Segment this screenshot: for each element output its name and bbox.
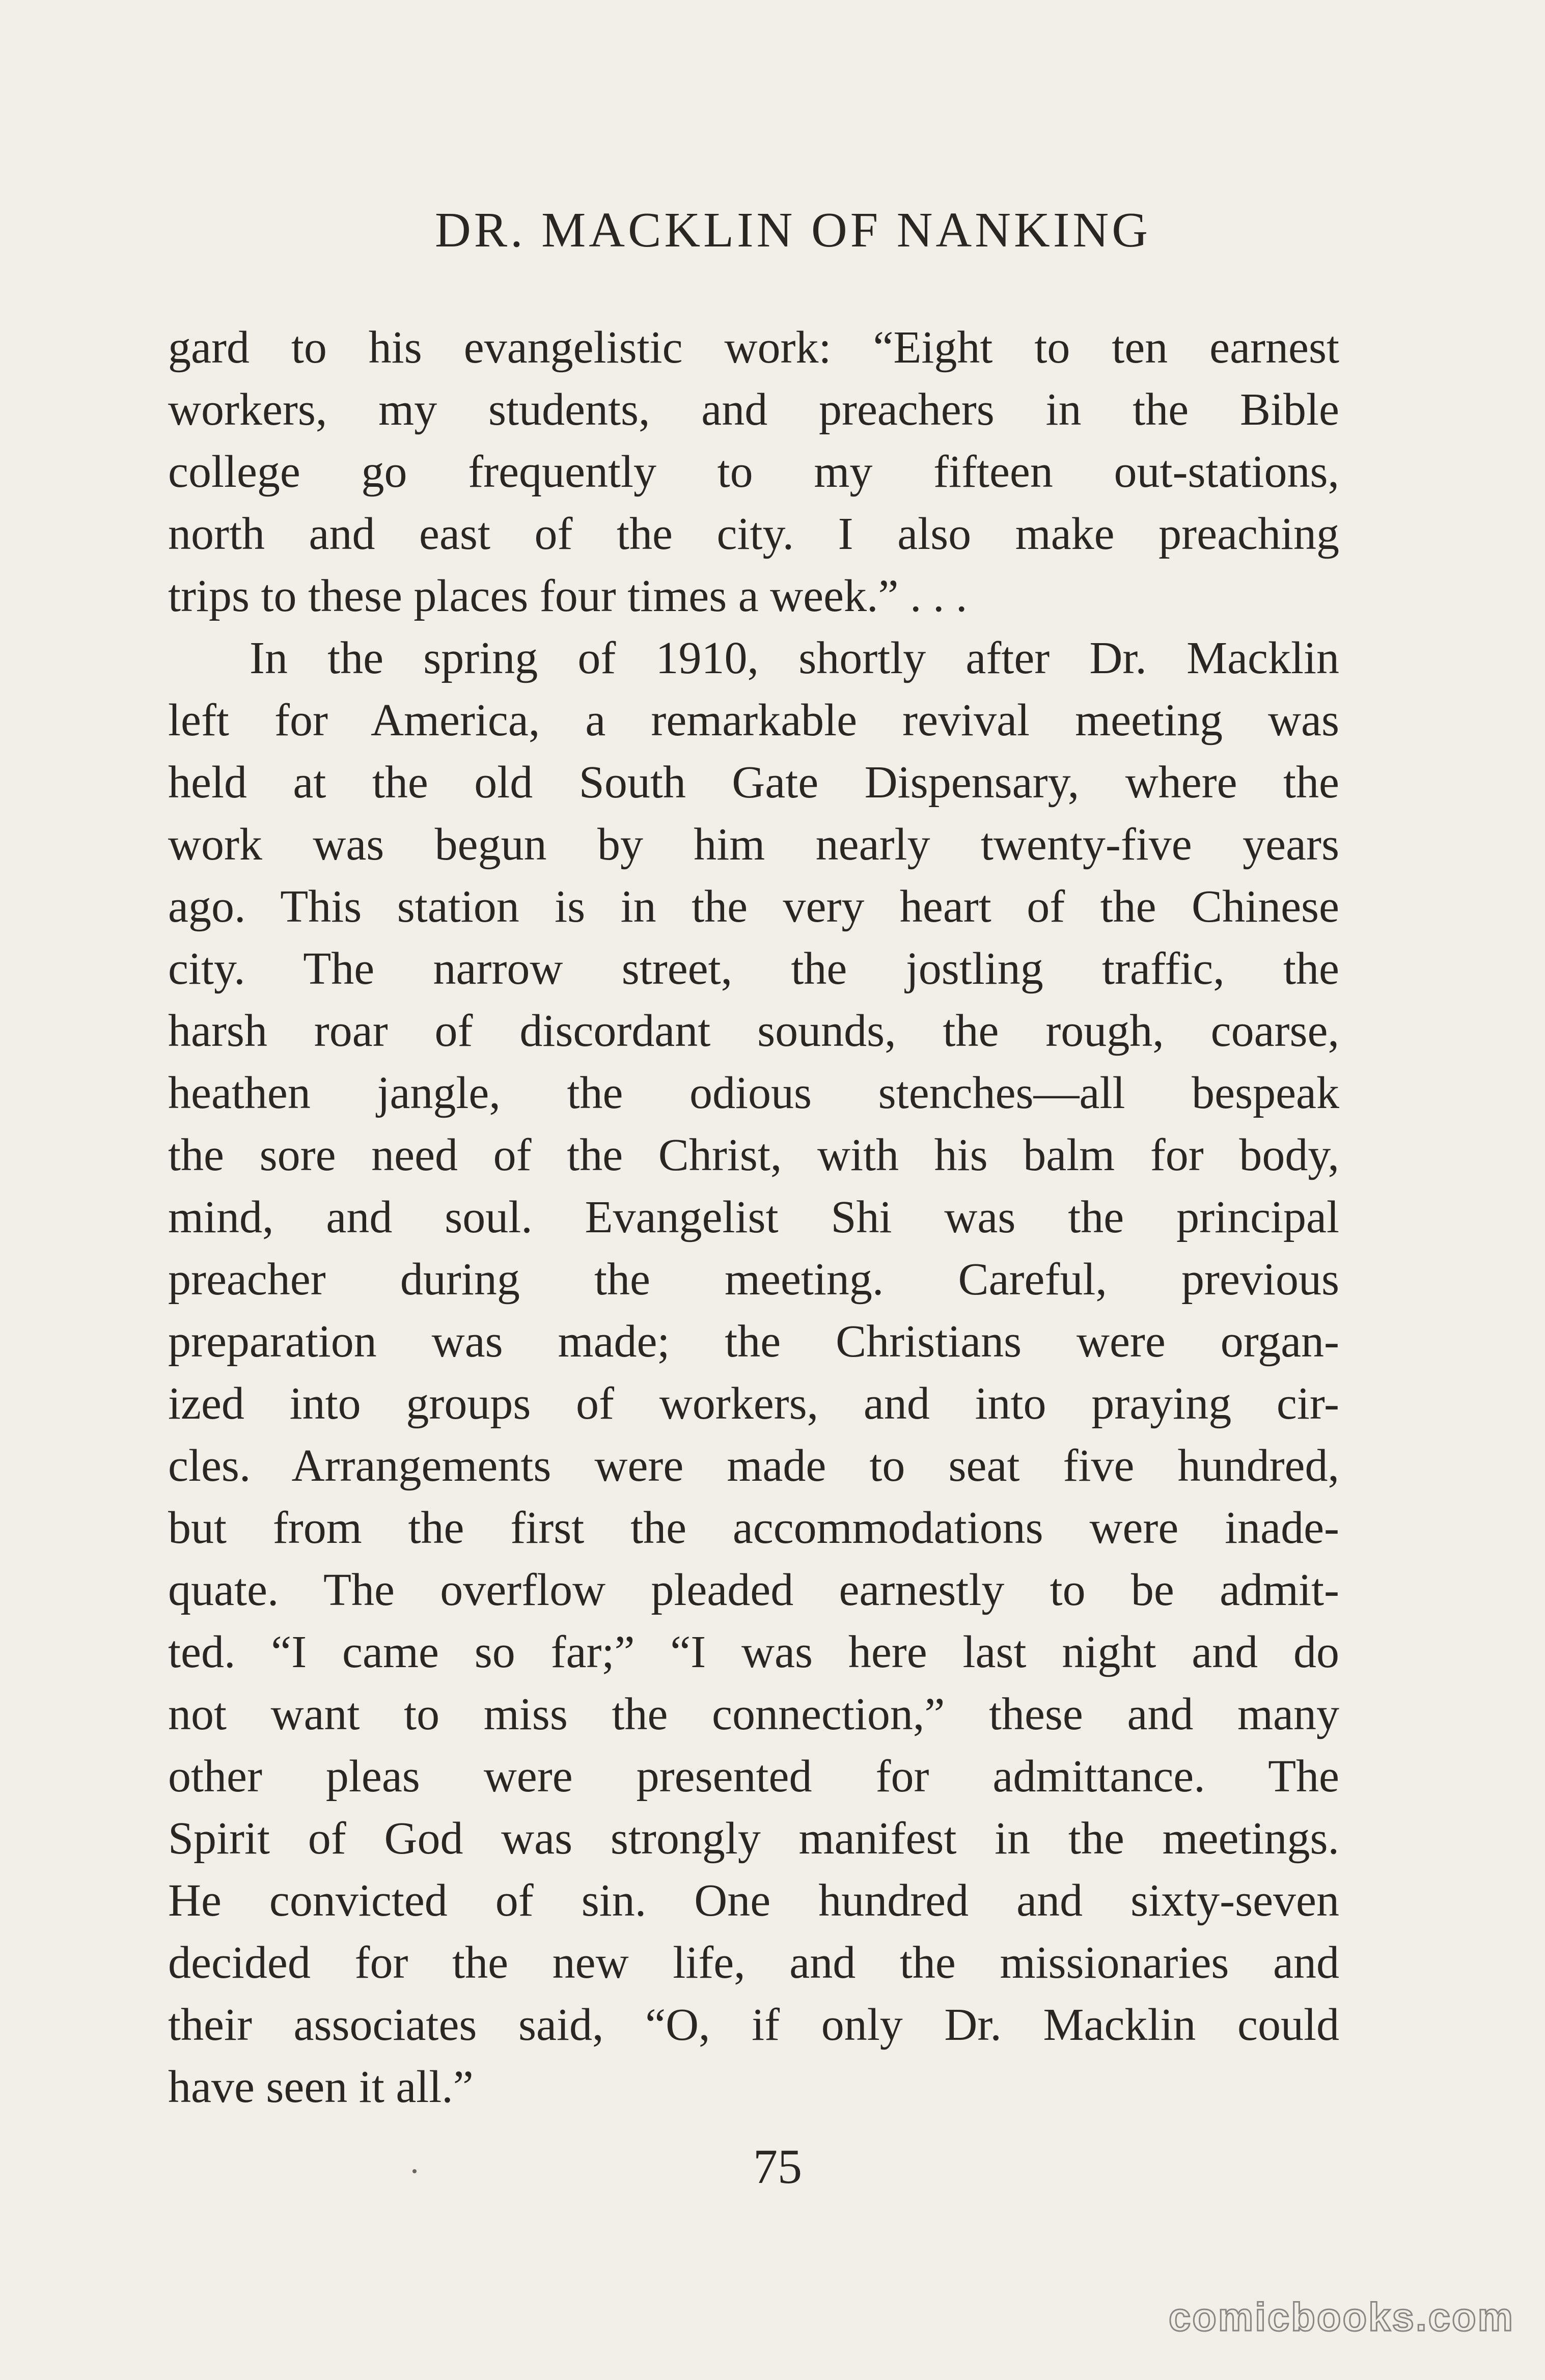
text-line: In the spring of 1910, shortly after Dr. Macklin: [250, 633, 1339, 683]
text-line: cles. Arrangements were made to seat five hundred,: [168, 1441, 1339, 1491]
text-line: held at the old South Gate Dispensary, where the: [168, 757, 1339, 808]
text-line: work was begun by him nearly twenty-five years: [168, 819, 1339, 870]
text-line: gard to his evangelistic work: “Eight to ten earnest: [168, 322, 1339, 373]
text-line: Spirit of God was strongly manifest in the meetings.: [168, 1813, 1339, 1864]
text-line: the sore need of the Christ, with his balm for body,: [168, 1130, 1339, 1180]
text-line: ago. This station is in the very heart of the Chinese: [168, 881, 1339, 932]
running-head: DR. MACKLIN OF NANKING: [435, 203, 1151, 258]
text-line: not want to miss the connection,” these and many: [168, 1689, 1339, 1739]
text-line: their associates said, “O, if only Dr. Macklin could: [168, 2000, 1339, 2050]
text-line: decided for the new life, and the missionaries and: [168, 1938, 1339, 1988]
text-line: college go frequently to my fifteen out-stations,: [168, 447, 1339, 497]
text-line: but from the first the accommodations were inade-: [168, 1503, 1339, 1553]
text-line: He convicted of sin. One hundred and sixty-seven: [168, 1875, 1339, 1926]
body-text: [168, 317, 1339, 2118]
text-line: ized into groups of workers, and into praying cir-: [168, 1378, 1339, 1429]
text-line: harsh roar of discordant sounds, the rough, coarse,: [168, 1006, 1339, 1056]
text-line: have seen it all.”: [168, 2062, 474, 2112]
text-line: city. The narrow street, the jostling traffic, the: [168, 944, 1339, 994]
text-line: preacher during the meeting. Careful, previous: [168, 1254, 1339, 1305]
watermark: comicbooks.com: [1168, 2294, 1514, 2339]
text-line: workers, my students, and preachers in the Bible: [168, 384, 1339, 435]
text-line: ted. “I came so far;” “I was here last night and do: [168, 1627, 1339, 1677]
text-line: north and east of the city. I also make preaching: [168, 509, 1339, 559]
text-line: quate. The overflow pleaded earnestly to be admit-: [168, 1565, 1339, 1615]
text-line: other pleas were presented for admittance. The: [168, 1751, 1339, 1802]
text-line: left for America, a remarkable revival meeting was: [168, 695, 1339, 745]
ink-speck: [412, 2169, 417, 2173]
text-line: mind, and soul. Evangelist Shi was the principal: [168, 1192, 1339, 1242]
page-number: 75: [753, 2139, 802, 2194]
text-line: heathen jangle, the odious stenches—all bespeak: [168, 1068, 1339, 1118]
text-line: preparation was made; the Christians were organ-: [168, 1316, 1339, 1367]
text-line: trips to these places four times a week.” . . .: [168, 571, 968, 621]
